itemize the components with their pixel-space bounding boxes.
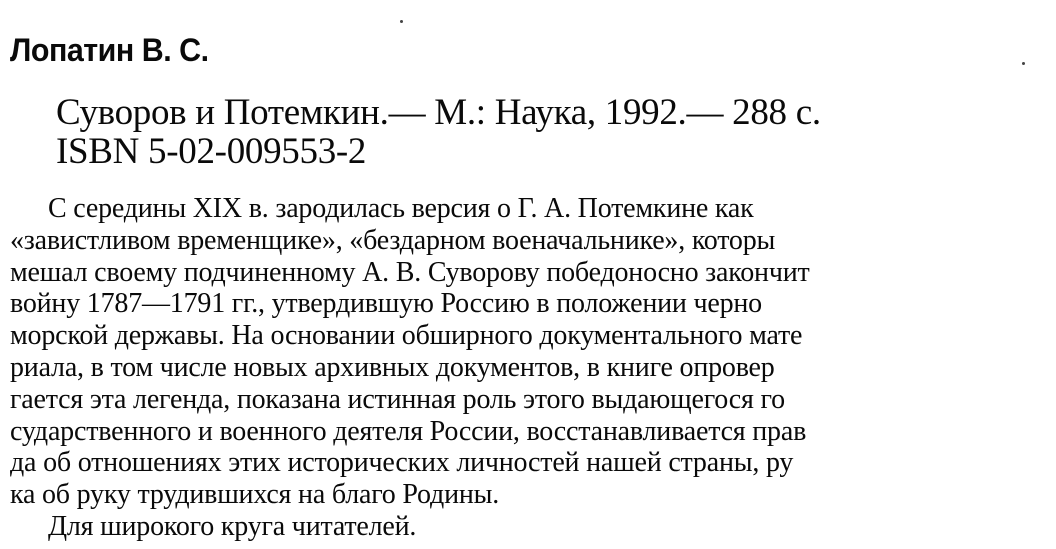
isbn-line: ISBN 5-02-009553-2 bbox=[56, 131, 367, 172]
audience-note: Для широкого круга читателей. bbox=[48, 510, 417, 542]
abstract-line: риала, в том числе новых архивных документов, в книге опровер bbox=[10, 351, 775, 383]
abstract-line: С середины XIX в. зародилась версия о Г. А. Потемкине как bbox=[48, 193, 754, 224]
abstract-line: да об отношениях этих исторических личностей нашей страны, ру bbox=[10, 447, 794, 479]
abstract-line: гается эта легенда, показана истинная роль этого выдающегося го bbox=[10, 383, 785, 415]
scan-speck bbox=[400, 20, 403, 23]
abstract-line: сударственного и военного деятеля России, восстанавливается прав bbox=[10, 415, 807, 447]
bibliographic-title-line: Суворов и Потемкин.— М.: Наука, 1992.— 288 с. bbox=[56, 92, 821, 133]
abstract-line: «завистливом временщике», «бездарном военачальнике», которы bbox=[10, 224, 776, 256]
scan-speck bbox=[1022, 62, 1025, 65]
abstract-line: ка об руку трудившихся на благо Родины. bbox=[10, 479, 500, 511]
abstract-line: морской державы. На основании обширного документального мате bbox=[10, 320, 803, 352]
abstract-paragraph bbox=[10, 193, 1056, 543]
author-heading: Лопатин В. С. bbox=[10, 32, 209, 68]
abstract-line: мешал своему подчиненному А. В. Суворову победоносно закончит bbox=[10, 256, 810, 288]
abstract-line: войну 1787—1791 гг., утвердившую Россию в положении черно bbox=[10, 288, 762, 320]
